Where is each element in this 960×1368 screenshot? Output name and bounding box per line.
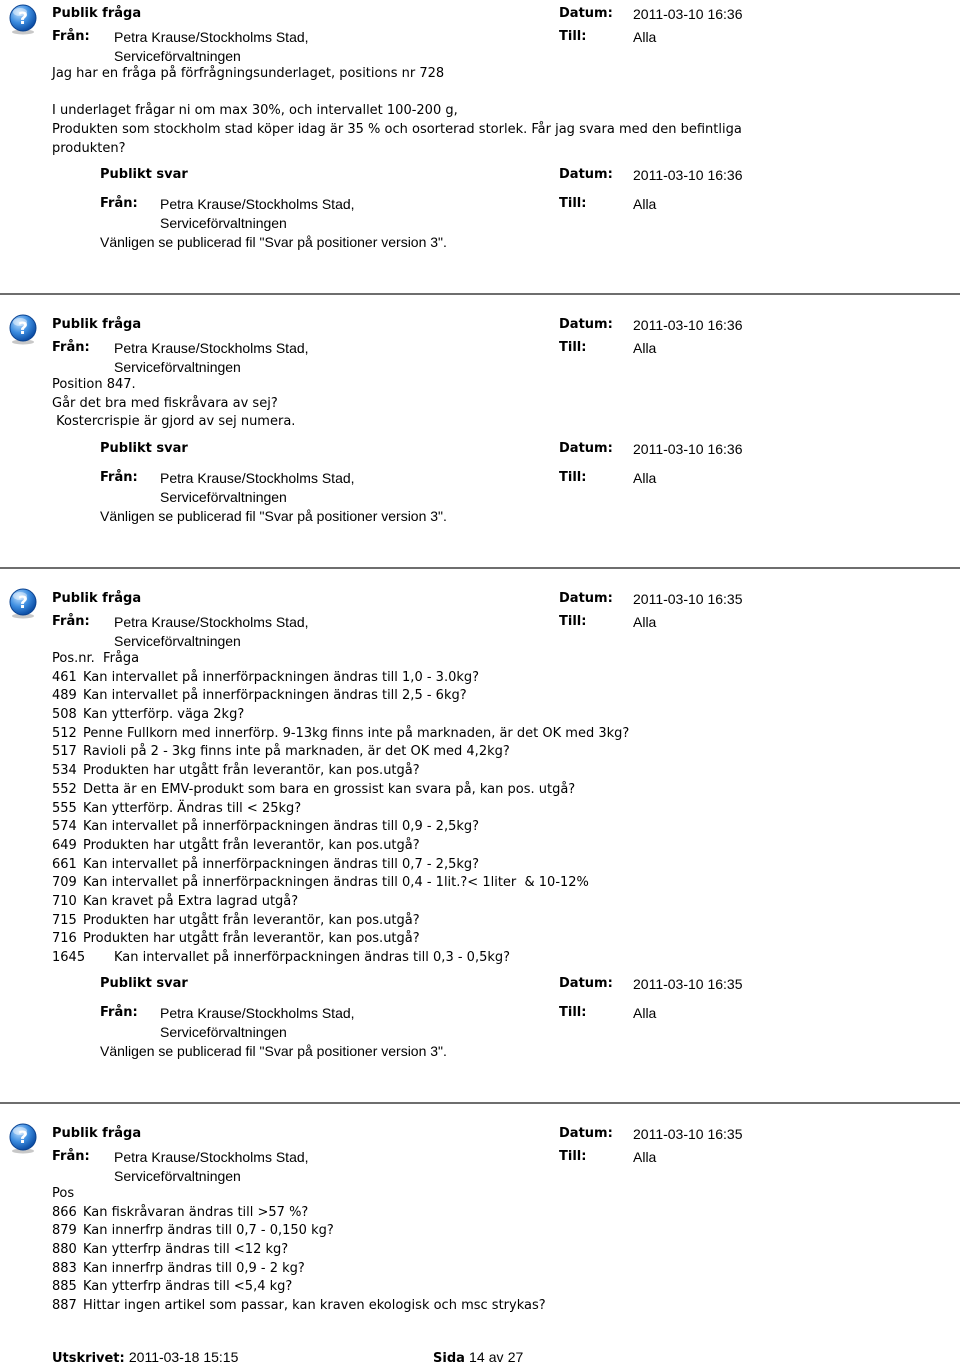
to-label: Till: [559, 29, 587, 44]
item-pos: 555 [52, 800, 77, 816]
printed-label: Utskrivet: [52, 1351, 125, 1366]
list-item [52, 1204, 546, 1223]
list-header-question: Fråga [103, 651, 140, 666]
item-text: Kan ytterförp. väga 2kg? [83, 707, 245, 723]
date-label: Datum: [559, 317, 613, 332]
date-label: Datum: [559, 1126, 613, 1141]
question-list [52, 650, 629, 968]
item-text: Hittar ingen artikel som passar, kan kraven ekologisk och msc strykas? [83, 1298, 546, 1314]
from-label: Från: [52, 340, 90, 355]
answer-heading: Publikt svar [100, 167, 188, 182]
list-item [52, 743, 629, 762]
item-pos: 709 [52, 875, 77, 891]
date-label: Datum: [559, 441, 613, 456]
item-text: Kan ytterförp. Ändras till < 25kg? [83, 800, 302, 816]
item-text: Detta är en EMV-produkt som bara en grossist kan svara på, kan pos. utgå? [83, 781, 576, 797]
body-line: produkten? [52, 140, 126, 156]
to-value: Alla [633, 614, 657, 630]
from-line-2: Serviceförvaltningen [114, 1168, 241, 1184]
from-label: Från: [100, 1005, 138, 1020]
item-text: Kan intervallet på innerförpackningen ändras till 2,5 - 6kg? [83, 688, 467, 704]
answer-heading: Publikt svar [100, 441, 188, 456]
list-item [52, 1260, 546, 1279]
from-line-1: Petra Krause/Stockholms Stad, [114, 614, 309, 630]
item-text: Kan kravet på Extra lagrad utgå? [83, 893, 299, 909]
question-body [52, 376, 295, 432]
item-text: Produkten har utgått från leverantör, kan pos.utgå? [83, 912, 420, 928]
from-label: Från: [100, 196, 138, 211]
item-pos: 883 [52, 1260, 77, 1276]
answer-datetime: 2011-03-10 16:35 [633, 976, 743, 992]
date-label: Datum: [559, 976, 613, 991]
item-pos: 534 [52, 763, 77, 779]
question-heading: Publik fråga [52, 6, 142, 21]
from-line-2: Serviceförvaltningen [114, 48, 241, 64]
answer-body: Vänligen se publicerad fil "Svar på positioner version 3". [100, 1043, 447, 1059]
list-item [52, 874, 629, 893]
list-item [52, 669, 629, 688]
item-text: Kan ytterfrp ändras till <5,4 kg? [83, 1279, 293, 1295]
answer-body: Vänligen se publicerad fil "Svar på positioner version 3". [100, 508, 447, 524]
from-line-2: Serviceförvaltningen [160, 1024, 287, 1040]
page-of: av [488, 1349, 504, 1365]
list-item [52, 893, 629, 912]
question-datetime: 2011-03-10 16:35 [633, 1126, 743, 1142]
page-total: 27 [507, 1349, 524, 1365]
to-value: Alla [633, 196, 657, 212]
body-line: I underlaget frågar ni om max 30%, och intervallet 100-200 g, [52, 103, 458, 119]
separator [0, 293, 960, 295]
list-item [52, 1241, 546, 1260]
to-label: Till: [559, 470, 587, 485]
to-label: Till: [559, 1149, 587, 1164]
from-label: Från: [52, 614, 90, 629]
item-text: Kan fiskråvaran ändras till >57 %? [83, 1204, 309, 1220]
item-pos: 512 [52, 725, 77, 741]
item-pos: 885 [52, 1279, 77, 1295]
item-text: Produkten har utgått från leverantör, kan pos.utgå? [83, 763, 420, 779]
item-text: Kan intervallet på innerförpackningen ändras till 0,9 - 2,5kg? [83, 819, 480, 835]
body-line: Produkten som stockholm stad köper idag är 35 % och osorterad storlek. Får jag svara med den befintliga [52, 122, 742, 138]
printed-value: 2011-03-18 15:15 [128, 1349, 239, 1365]
page-label: Sida [433, 1351, 465, 1366]
question-mark-icon [7, 313, 39, 345]
list-item [52, 687, 629, 706]
page-number: 14 [469, 1349, 485, 1365]
from-label: Från: [52, 29, 90, 44]
from-line-1: Petra Krause/Stockholms Stad, [160, 196, 355, 212]
list-item [52, 818, 629, 837]
question-heading: Publik fråga [52, 1126, 142, 1141]
item-pos: 517 [52, 744, 77, 760]
item-pos: 710 [52, 893, 77, 909]
question-body [52, 65, 742, 158]
list-item [52, 1278, 546, 1297]
answer-datetime: 2011-03-10 16:36 [633, 441, 743, 457]
item-pos: 880 [52, 1242, 77, 1258]
list-item [52, 706, 629, 725]
item-pos: 1645 [52, 950, 86, 965]
body-line: Position 847. [52, 377, 136, 392]
date-label: Datum: [559, 167, 613, 182]
list-item [52, 930, 629, 949]
body-line: Går det bra med fiskråvara av sej? [52, 395, 278, 411]
item-text: Penne Fullkorn med innerförp. 9-13kg finns inte på marknaden, är det OK med 3kg? [83, 725, 630, 741]
to-label: Till: [559, 340, 587, 355]
from-line-1: Petra Krause/Stockholms Stad, [114, 29, 309, 45]
question-heading: Publik fråga [52, 317, 142, 332]
item-text: Produkten har utgått från leverantör, kan pos.utgå? [83, 931, 420, 947]
question-datetime: 2011-03-10 16:36 [633, 6, 743, 22]
question-datetime: 2011-03-10 16:35 [633, 591, 743, 607]
from-line-2: Serviceförvaltningen [114, 633, 241, 649]
list-item [52, 762, 629, 781]
list-item [52, 837, 629, 856]
item-text: Ravioli på 2 - 3kg finns inte på marknaden, är det OK med 4,2kg? [83, 744, 510, 760]
list-item [52, 781, 629, 800]
item-pos: 716 [52, 931, 77, 947]
answer-datetime: 2011-03-10 16:36 [633, 167, 743, 183]
to-label: Till: [559, 1005, 587, 1020]
question-mark-icon [7, 3, 39, 35]
list-item [52, 949, 629, 968]
question-list [52, 1185, 546, 1316]
to-label: Till: [559, 196, 587, 211]
from-line-1: Petra Krause/Stockholms Stad, [114, 1149, 309, 1165]
to-value: Alla [633, 29, 657, 45]
item-pos: 461 [52, 669, 77, 685]
list-item [52, 800, 629, 819]
question-datetime: 2011-03-10 16:36 [633, 317, 743, 333]
answer-body: Vänligen se publicerad fil "Svar på positioner version 3". [100, 234, 447, 250]
list-header-pos: Pos [52, 1186, 75, 1201]
item-text: Kan ytterfrp ändras till <12 kg? [83, 1242, 289, 1258]
item-text: Kan intervallet på innerförpackningen ändras till 0,3 - 0,5kg? [114, 950, 511, 965]
item-text: Kan intervallet på innerförpackningen ändras till 0,4 - 1lit.?< 1liter & 10-12% [83, 875, 589, 891]
item-text: Kan intervallet på innerförpackningen ändras till 0,7 - 2,5kg? [83, 856, 480, 872]
printed-info [52, 1348, 238, 1368]
from-line-1: Petra Krause/Stockholms Stad, [114, 340, 309, 356]
item-pos: 661 [52, 856, 77, 872]
list-item [52, 1222, 546, 1241]
item-pos: 649 [52, 837, 77, 853]
item-pos: 574 [52, 819, 77, 835]
answer-heading: Publikt svar [100, 976, 188, 991]
item-pos: 866 [52, 1204, 77, 1220]
list-item [52, 1297, 546, 1316]
item-pos: 887 [52, 1298, 77, 1314]
from-line-2: Serviceförvaltningen [160, 489, 287, 505]
question-mark-icon [7, 587, 39, 619]
list-header [52, 650, 629, 669]
to-value: Alla [633, 1149, 657, 1165]
from-line-1: Petra Krause/Stockholms Stad, [160, 470, 355, 486]
item-text: Kan innerfrp ändras till 0,7 - 0,150 kg? [83, 1223, 334, 1239]
list-item [52, 856, 629, 875]
list-item [52, 725, 629, 744]
from-label: Från: [52, 1149, 90, 1164]
to-value: Alla [633, 340, 657, 356]
item-pos: 552 [52, 781, 77, 797]
item-text: Kan innerfrp ändras till 0,9 - 2 kg? [83, 1260, 305, 1276]
question-mark-icon [7, 1122, 39, 1154]
item-text: Kan intervallet på innerförpackningen ändras till 1,0 - 3.0kg? [83, 669, 480, 685]
list-header [52, 1185, 546, 1204]
list-header-pos: Pos.nr. [52, 651, 95, 666]
from-line-1: Petra Krause/Stockholms Stad, [160, 1005, 355, 1021]
item-pos: 489 [52, 688, 77, 704]
list-item [52, 912, 629, 931]
from-line-2: Serviceförvaltningen [160, 215, 287, 231]
item-pos: 879 [52, 1223, 77, 1239]
to-value: Alla [633, 470, 657, 486]
separator [0, 567, 960, 569]
from-label: Från: [100, 470, 138, 485]
from-line-2: Serviceförvaltningen [114, 359, 241, 375]
question-heading: Publik fråga [52, 591, 142, 606]
item-pos: 715 [52, 912, 77, 928]
separator [0, 1102, 960, 1104]
body-line: Kostercrispie är gjord av sej numera. [52, 414, 296, 430]
body-line [52, 84, 742, 103]
date-label: Datum: [559, 6, 613, 21]
item-text: Produkten har utgått från leverantör, kan pos.utgå? [83, 837, 420, 853]
body-line: Jag har en fråga på förfrågningsunderlaget, positions nr 728 [52, 66, 445, 81]
to-label: Till: [559, 614, 587, 629]
page-info [433, 1348, 523, 1368]
date-label: Datum: [559, 591, 613, 606]
item-pos: 508 [52, 707, 77, 723]
to-value: Alla [633, 1005, 657, 1021]
